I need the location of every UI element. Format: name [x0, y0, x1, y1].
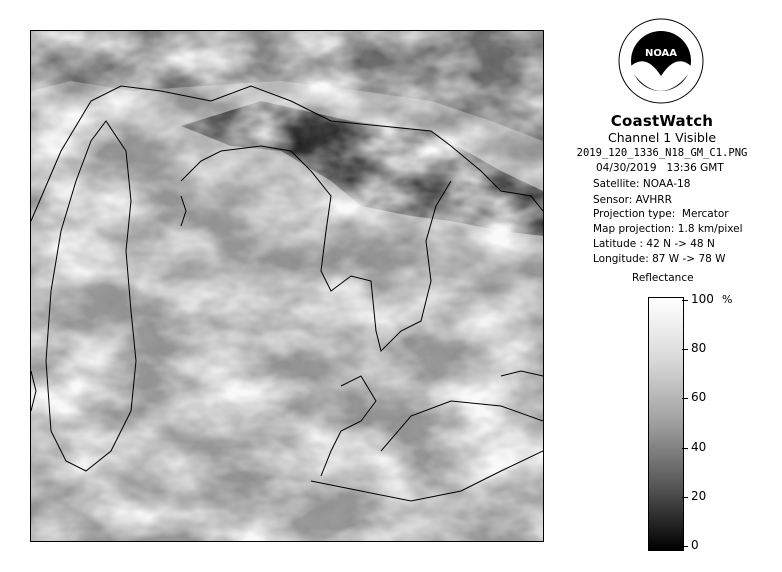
date-time: 04/30/2019 13:36 GMT: [596, 162, 724, 174]
colorbar-tick: [682, 349, 688, 350]
filename-label: 2019_120_1336_N18_GM_C1.PNG: [576, 147, 748, 159]
sensor-label: Sensor: AVHRR: [593, 194, 672, 206]
channel-label: Channel 1 Visible: [607, 130, 717, 145]
colorbar-tick-label: 40: [691, 439, 707, 454]
colorbar-tick: [682, 497, 688, 498]
colorbar-tick-label: 0: [691, 538, 699, 552]
latitude-label: Latitude : 42 N -> 48 N: [593, 238, 715, 250]
projection-type-label: Projection type: Mercator: [593, 208, 729, 220]
scale-title: Reflectance: [632, 272, 694, 284]
colorbar-tick: [682, 398, 688, 399]
logo-text: NOAA: [644, 48, 678, 59]
colorbar-tick: [682, 546, 688, 547]
colorbar-tick-label: 80: [691, 341, 707, 356]
satellite-label: Satellite: NOAA-18: [593, 178, 691, 190]
colorbar-tick-label: 60: [691, 390, 707, 405]
reflectance-colorbar: [648, 297, 684, 551]
map-projection-label: Map projection: 1.8 km/pixel: [593, 223, 743, 235]
colorbar-tick-label: 100: [691, 292, 714, 306]
colorbar-tick-label: 20: [691, 488, 707, 503]
scale-unit: %: [722, 293, 733, 306]
noaa-logo-icon: [618, 18, 704, 104]
agency-title: CoastWatch: [610, 112, 714, 130]
satellite-image-map: [30, 30, 544, 542]
longitude-label: Longitude: 87 W -> 78 W: [593, 253, 726, 265]
colorbar-tick: [682, 300, 688, 301]
colorbar-tick: [682, 448, 688, 449]
satellite-image: [31, 31, 543, 541]
